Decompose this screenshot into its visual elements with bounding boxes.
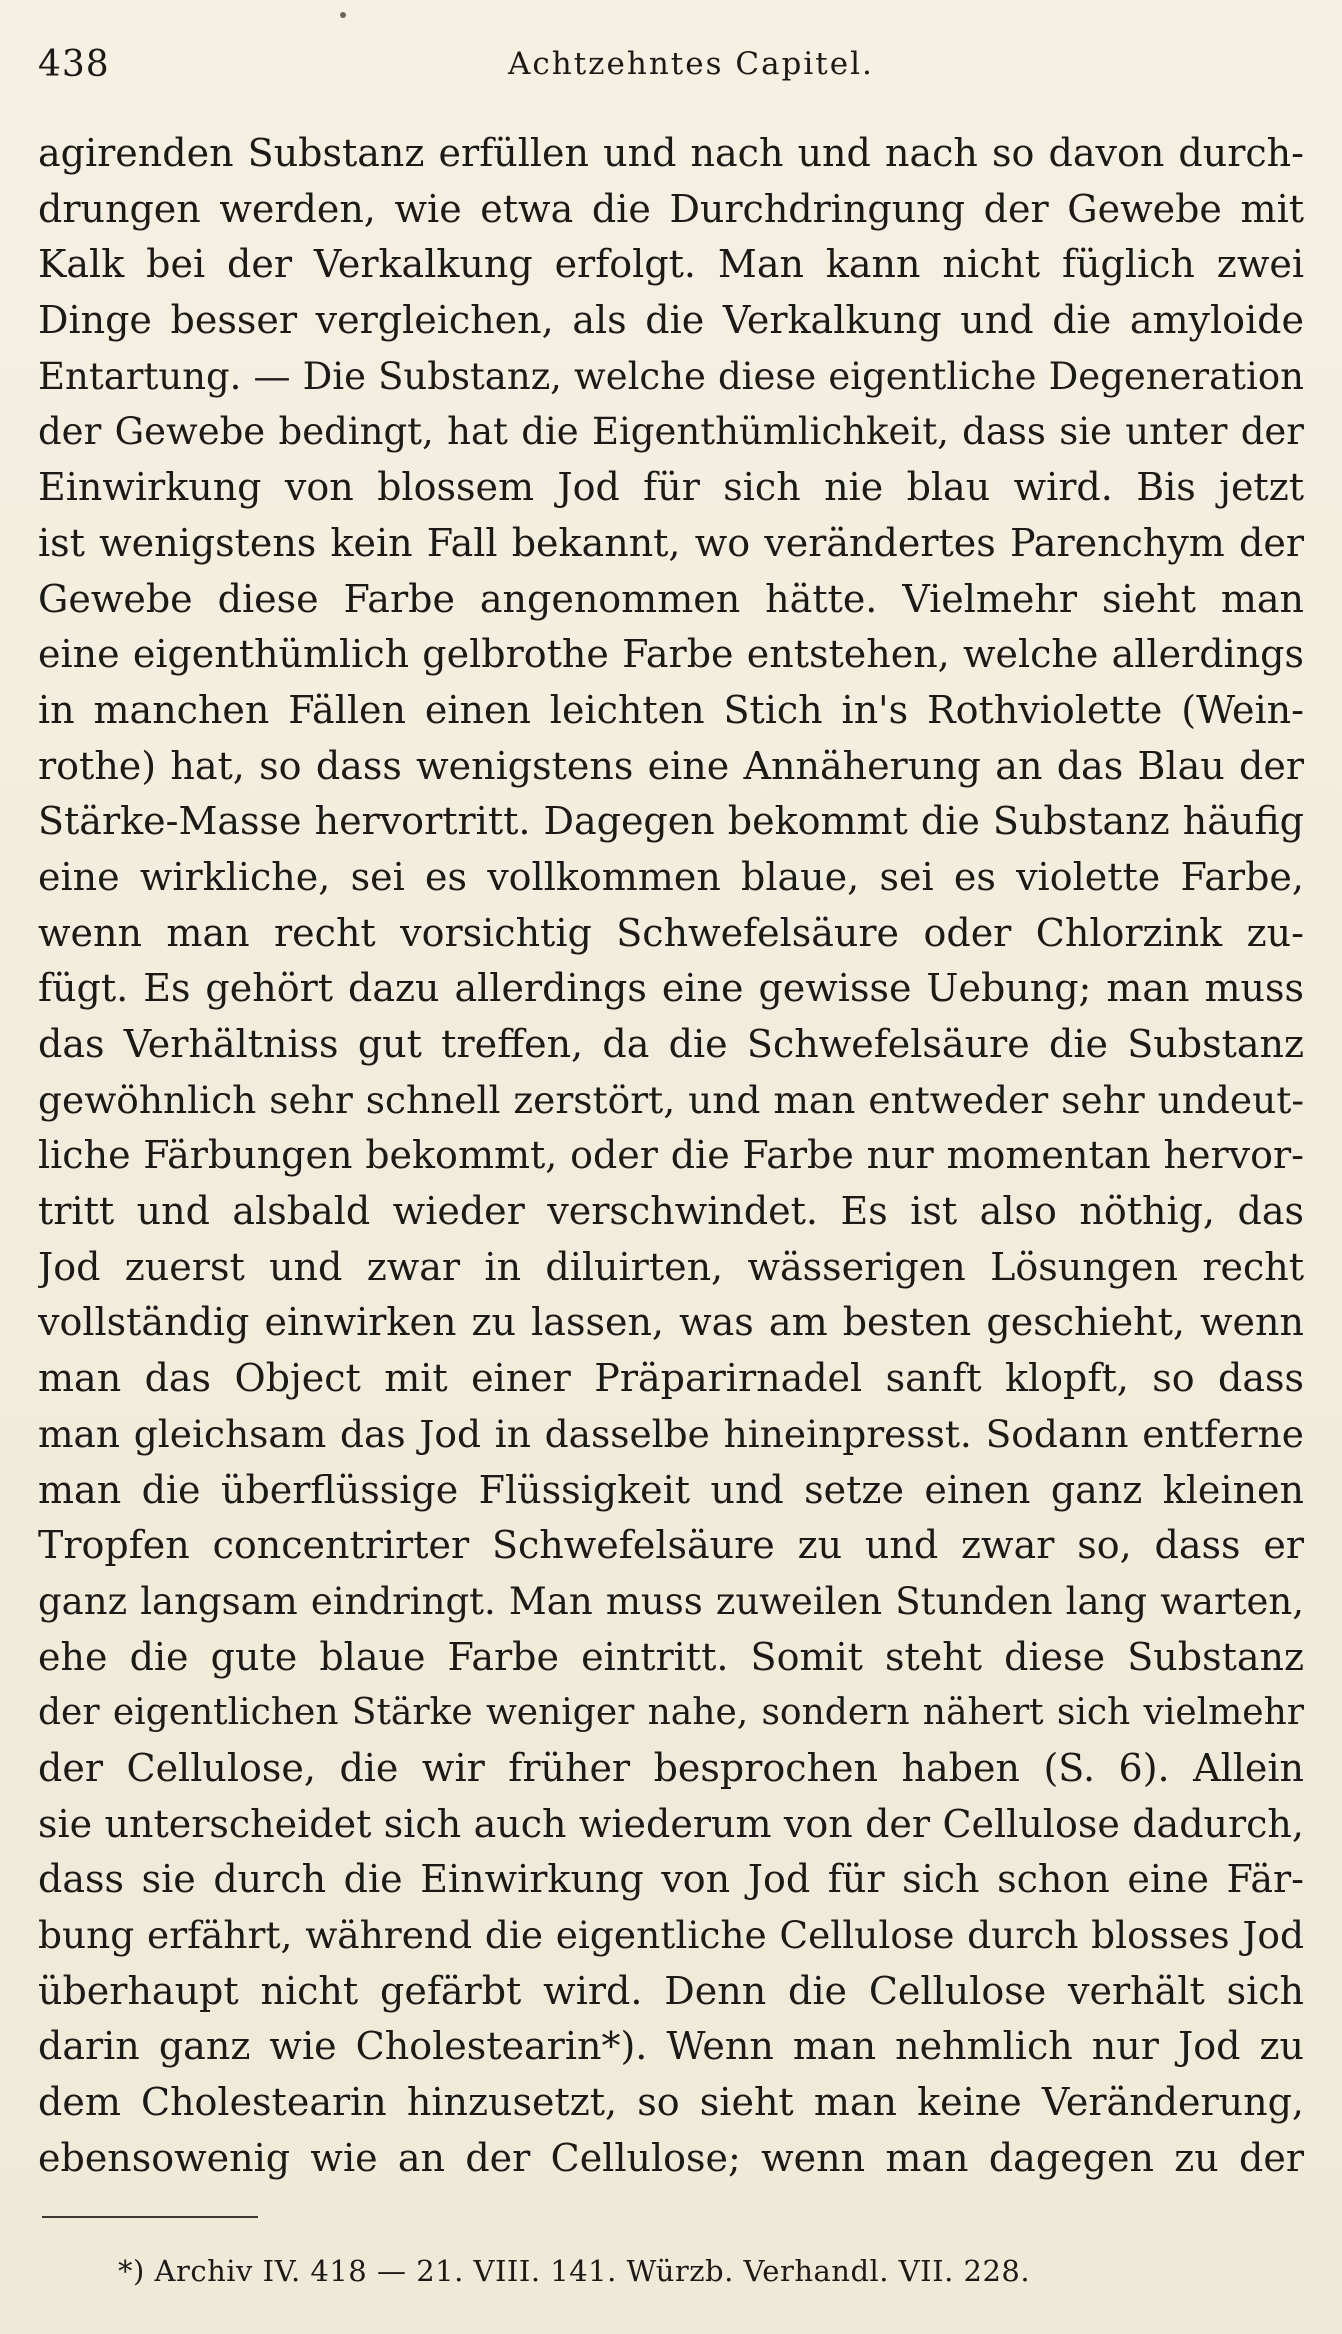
text-line: man das Object mit einer Präparirnadel sanft klopft, so dass [38, 1356, 1304, 1401]
text-line: Jod zuerst und zwar in diluirten, wässerigen Lösungen recht [38, 1244, 1304, 1289]
text-line: Kalk bei der Verkalkung erfolgt. Man kann nicht füglich zwei [38, 242, 1304, 287]
text-line: agirenden Substanz erfüllen und nach und nach so davon durch- [38, 131, 1304, 175]
print-speck [340, 12, 346, 18]
text-line: eine wirkliche, sei es vollkommen blaue, sei es violette Farbe, [38, 854, 1304, 899]
text-line: überhaupt nicht gefärbt wird. Denn die Cellulose verhält sich [38, 1968, 1304, 2013]
text-line: Stärke-Masse hervortritt. Dagegen bekommt die Substanz häufig [38, 799, 1304, 844]
text-line: Tropfen concentrirter Schwefelsäure zu und zwar so, dass er [38, 1523, 1304, 1568]
footnote-rule [42, 2216, 258, 2218]
text-line: der Cellulose, die wir früher besprochen haben (S. 6). Allein [38, 1745, 1304, 1790]
page-number: 438 [38, 44, 110, 85]
text-line: tritt und alsbald wieder verschwindet. Es ist also nöthig, das [38, 1189, 1304, 1234]
text-line: man gleichsam das Jod in dasselbe hineinpresst. Sodann entferne [38, 1411, 1304, 1456]
text-line: sie unterscheidet sich auch wiederum von der Cellulose dadurch, [38, 1801, 1304, 1846]
page-header [38, 44, 1304, 88]
text-line: vollständig einwirken zu lassen, was am besten geschieht, wenn [38, 1300, 1304, 1345]
text-line: ganz langsam eindringt. Man muss zuweilen Stunden lang warten, [38, 1579, 1304, 1623]
text-line: dem Cholestearin hinzusetzt, so sieht man keine Veränderung, [38, 2080, 1304, 2125]
text-line: dass sie durch die Einwirkung von Jod für sich schon eine Fär- [38, 1857, 1304, 1902]
running-head: Achtzehntes Capitel. [508, 46, 874, 82]
text-line: Dinge besser vergleichen, als die Verkalkung und die amyloide [38, 298, 1304, 343]
body-text [38, 126, 1304, 2186]
text-line: liche Färbungen bekommt, oder die Farbe nur momentan hervor- [38, 1133, 1304, 1178]
text-line: wenn man recht vorsichtig Schwefelsäure oder Chlorzink zu- [38, 910, 1304, 955]
text-line: bung erfährt, während die eigentliche Cellulose durch blosses Jod [38, 1913, 1304, 1957]
text-line: eine eigenthümlich gelbrothe Farbe entstehen, welche allerdings [38, 632, 1304, 677]
text-line: Gewebe diese Farbe angenommen hätte. Vielmehr sieht man [38, 576, 1304, 621]
text-line: Entartung. — Die Substanz, welche diese eigentliche Degeneration [38, 354, 1304, 398]
text-line: ebensowenig wie an der Cellulose; wenn man dagegen zu der [38, 2135, 1304, 2180]
footnote: *) Archiv IV. 418 — 21. VIII. 141. Würzb. Verhandl. VII. 228. [118, 2254, 1031, 2288]
text-line: gewöhnlich sehr schnell zerstört, und man entweder sehr undeut- [38, 1077, 1304, 1122]
text-line: in manchen Fällen einen leichten Stich in's Rothviolette (Wein- [38, 687, 1304, 732]
text-line: Einwirkung von blossem Jod für sich nie blau wird. Bis jetzt [38, 465, 1304, 510]
text-line: ehe die gute blaue Farbe eintritt. Somit steht diese Substanz [38, 1634, 1304, 1679]
text-line: ist wenigstens kein Fall bekannt, wo verändertes Parenchym der [38, 520, 1304, 565]
text-line: man die überflüssige Flüssigkeit und setze einen ganz kleinen [38, 1467, 1304, 1512]
text-line: fügt. Es gehört dazu allerdings eine gewisse Uebung; man muss [38, 966, 1304, 1011]
text-line: der Gewebe bedingt, hat die Eigenthümlichkeit, dass sie unter der [38, 410, 1304, 454]
text-line: rothe) hat, so dass wenigstens eine Annäherung an das Blau der [38, 743, 1304, 788]
text-line: drungen werden, wie etwa die Durchdringung der Gewebe mit [38, 186, 1304, 231]
text-line: der eigentlichen Stärke weniger nahe, sondern nähert sich vielmehr [38, 1692, 1304, 1734]
text-line: das Verhältniss gut treffen, da die Schwefelsäure die Substanz [38, 1022, 1304, 1066]
text-line: darin ganz wie Cholestearin*). Wenn man nehmlich nur Jod zu [38, 2024, 1304, 2069]
